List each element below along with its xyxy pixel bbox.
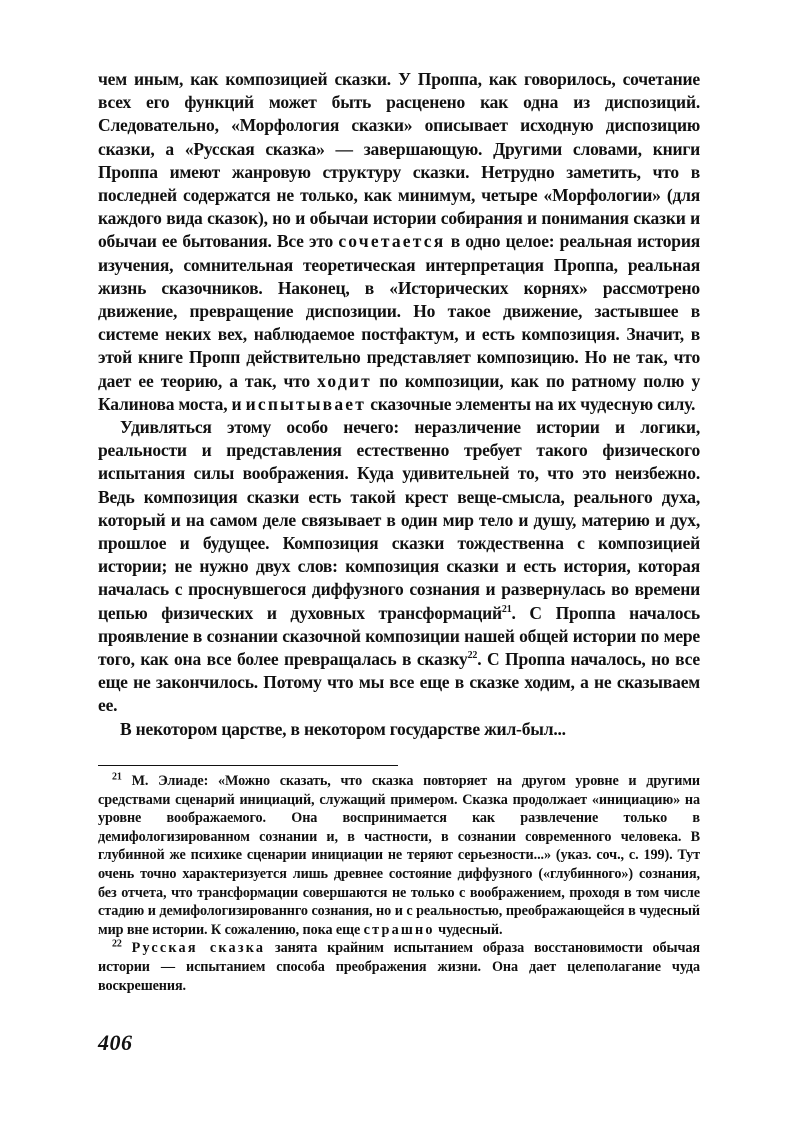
footnote-divider [98, 765, 398, 766]
emphasis-hodit: ходит [317, 370, 372, 391]
page-number: 406 [98, 1030, 133, 1055]
footnote-number-21: 21 [112, 771, 122, 783]
paragraph-2-part-2: . С Проппа началось проявление в сознании сказочной композиции нашей общей истории по мере того, как она все более превращалась в сказку [98, 602, 700, 670]
footnote-21-part-1: М. Элиаде: «Можно сказать, что сказка повторяет на другом уровне и другими средствами сценарий инициаций, служащий примером. Сказка продолжает «инициацию» на уровне воображаемого. Она воспринимается как развлечение только в демифологизированном сознании и, в частности, в сознании современного человека. В глубинной же психике сценарии инициации не теряют серьезности...» (указ. соч., с. 199). Тут очень точно характеризуется лишь древнее состояние диффузного («глубинного») сознания, без отчета, что трансформации совершаются не только с воображением, проходя в том числе стадию и демифологизированнго сознания, но и с реальностью, преображающейся в чудесный мир вне истории. К сожалению, пока еще [98, 773, 700, 938]
paragraph-2-part-1: Удивляться этому особо нечего: неразличение истории и логики, реальности и представления естественно требует такого физического испытания силы воображения. Куда удивительней то, что это неизбежно. Ведь композиция сказки есть такой крест веще-смысла, реального духа, который и на самом деле связывает в один мир тело и душу, материю и дух, прошлое и будущее. Композиция сказки тождественна с композицией истории; не нужно двух слов: композиция сказки и есть история, которая началась с проснувшегося диффузного сознания и развернулась во времени цепью физических и духовных трансформаций [98, 417, 700, 623]
footnote-21-emphasis: страшно [363, 921, 435, 938]
footnote-number-22: 22 [112, 938, 122, 950]
footnotes [98, 772, 700, 995]
paragraph-1-part-2: в одно целое: реальная история изучения, сомнительная теоретическая интерпретация Проппа, реальная жизнь сказочников. Наконец, в «Исторических корнях» рассмотрено движение, превращение диспозиции. Но такое движение, застывшее в системе неких вех, наблюдаемое постфактум, и есть композиция. Значит, в этой книге Пропп действительно представляет композицию. Но не так, что дает ее теорию, а так, что [98, 231, 700, 391]
emphasis-soch: сочетается [338, 231, 446, 252]
footnote-ref-22[interactable]: 22 [467, 650, 478, 662]
paragraph-1-part-4: сказочные элементы на их чудесную силу. [366, 393, 696, 414]
paragraph-3: В некотором царстве, в некотором государстве жил-был... [120, 718, 566, 739]
paragraph-2 [98, 416, 700, 718]
footnote-21-part-2: чудесный. [434, 921, 503, 938]
main-text [98, 68, 700, 741]
footnote-22-emphasis: Русская сказка [131, 940, 266, 957]
paragraph-2-part-3: . С Проппа началось, но все еще не закончилось. Потому что мы все еще в сказке ходим, а не сказываем ее. [98, 649, 700, 716]
footnote-22-part-1: занята крайним испытанием образа восстановимости обычая истории — испытанием способа преображения жизни. Она дает целеполагание чуда воскрешения. [98, 940, 700, 994]
emphasis-ispytyvaet: испытывает [245, 393, 367, 414]
footnote-22 [98, 939, 700, 995]
paragraph-1-part-1: чем иным, как композицией сказки. У Проппа, как говорилось, сочетание всех его функций может быть расценено как одна из диспозиций. Следовательно, «Морфология сказки» описывает исходную диспозицию сказки, а «Русская сказка» — завершающую. Другими словами, книги Проппа имеют жанровую структуру сказки. Нетрудно заметить, что в последней содержатся не только, как минимум, четыре «Морфологии» (для каждого вида сказок), но и обычаи истории собирания и понимания сказки и обычаи ее бытования. Все это [98, 69, 700, 252]
footnote-21 [98, 772, 700, 939]
paragraph-1-part-3: по композиции, как по ратному полю у Калинова моста, и [98, 370, 700, 414]
footnote-ref-21[interactable]: 21 [501, 603, 512, 615]
paragraph-1 [98, 68, 700, 416]
